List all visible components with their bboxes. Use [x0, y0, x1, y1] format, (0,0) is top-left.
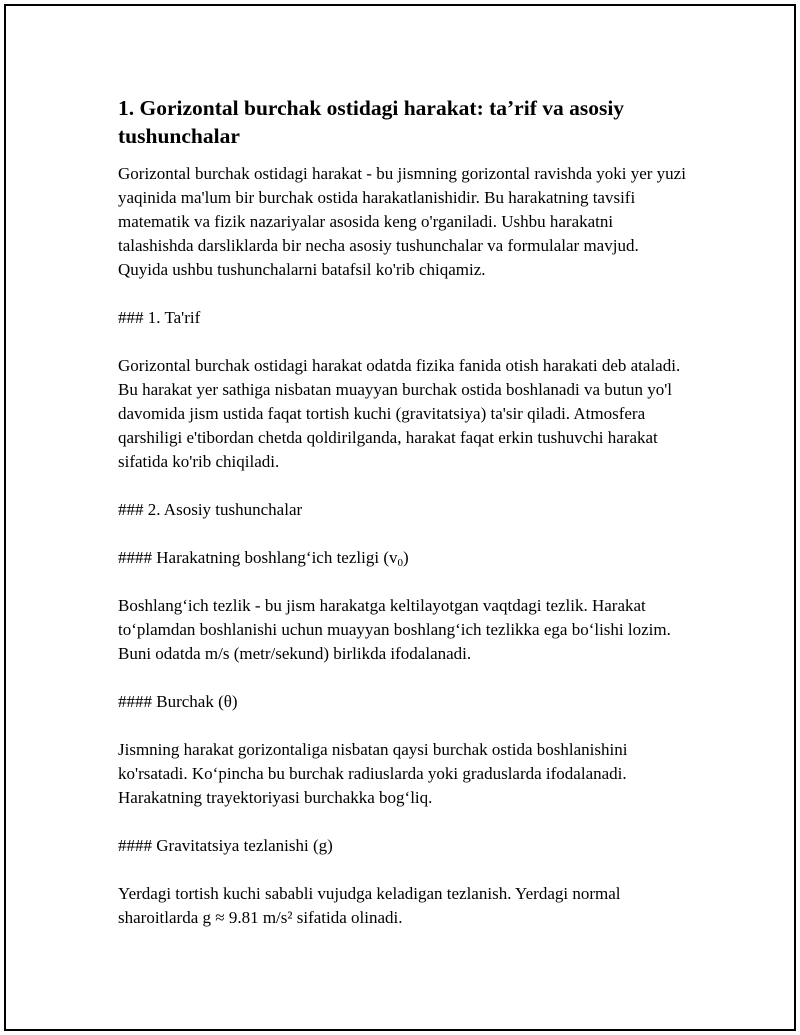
subscript-zero: 0 — [397, 557, 403, 569]
subheading-angle: #### Burchak (θ) — [118, 692, 238, 711]
gravity-paragraph: Yerdagi tortish kuchi sababli vujudga keladigan tezlanish. Yerdagi normal sharoitlarda g ≈ 9.81 m/s² sifatida olinadi. — [118, 884, 621, 927]
initial-velocity-paragraph: Boshlang‘ich tezlik - bu jism harakatga keltilayotgan vaqtdagi tezlik. Harakat to‘plamdan boshlanishi uchun muayyan boshlang‘ich tezlikka ega bo‘lishi lozim. Buni odatda m/s (metr/sekund) birlikda ifodalanadi. — [118, 596, 671, 663]
subheading-gravity: #### Gravitatsiya tezlanishi (g) — [118, 836, 333, 855]
document-title: 1. Gorizontal burchak ostidagi harakat: ta’rif va asosiy tushunchalar — [118, 96, 625, 148]
intro-paragraph: Gorizontal burchak ostidagi harakat - bu jismning gorizontal ravishda yoki yer yuzi yaqinida ma'lum bir burchak ostida harakatlanishidir. Bu harakatning tavsifi matematik va fizik nazariyalar asosida keng o'rganiladi. Ushbu harakatni talashishda darsliklarda bir necha asosiy tushunchalar va formulalar mavjud. Quyida ushbu tushunchalarni batafsil ko'rib chiqamiz. — [118, 164, 686, 279]
tarif-paragraph: Gorizontal burchak ostidagi harakat odatda fizika fanida otish harakati deb ataladi. Bu harakat yer sathiga nisbatan muayyan burchak ostida boshlanadi va butun yo'l davomida jism ustida faqat tortish kuchi (gravitatsiya) ta'sir qiladi. Atmosfera qarshiligi e'tibordan chetda qoldirilganda, harakat faqat erkin tushuvchi harakat sifatida ko'rib chiqiladi. — [118, 356, 681, 471]
subheading-initial-velocity-text: #### Harakatning boshlang‘ich tezligi (v — [118, 548, 398, 567]
document-body — [118, 94, 688, 954]
subheading-initial-velocity — [118, 546, 688, 570]
angle-paragraph: Jismning harakat gorizontaliga nisbatan qaysi burchak ostida boshlanishini ko'rsatadi. Ko‘pincha bu burchak radiuslarda yoki graduslarda ifodalanadi. Harakatning trayektoriyasi burchakka bog‘liq. — [118, 740, 628, 807]
subheading-initial-velocity-close: ) — [402, 548, 409, 567]
section-heading-asosiy-tushunchalar: ### 2. Asosiy tushunchalar — [118, 500, 303, 519]
section-heading-tarif: ### 1. Ta'rif — [118, 308, 201, 327]
